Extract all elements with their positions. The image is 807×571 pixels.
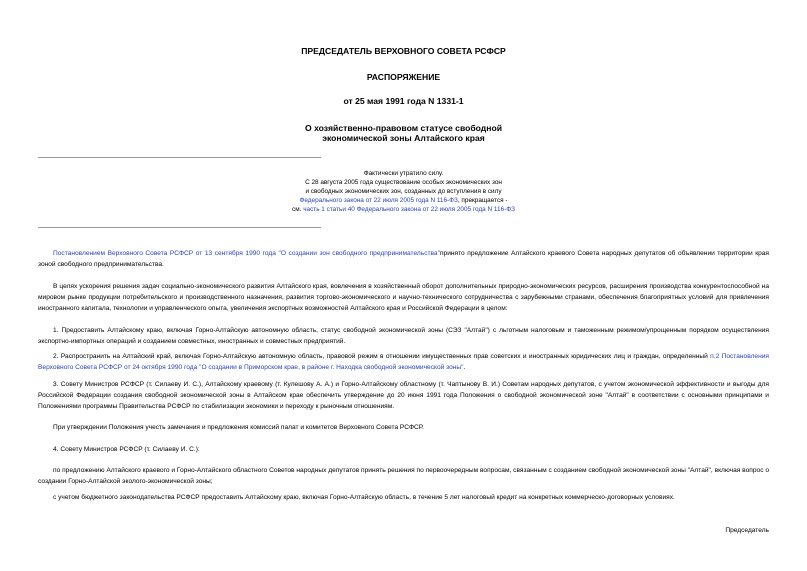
paragraph-remarks: При утверждении Положения учесть замечания и предложения комиссий палат и комитетов Верховного Совета РСФСР. [53, 424, 424, 431]
status-note-line-4-tail: , прекращается - [457, 197, 508, 204]
document-type-heading: РАСПОРЯЖЕНИЕ [366, 72, 441, 82]
paragraph-purpose: В целях ускорения решения задач социально-экономического развития Алтайского края, вовлечения в хозяйственный оборот дополнительных природно-экономических ресурсов, расширения производства конкурентоспособной на мировом рынке продукции потребительского и производственного назначения, развития торгово-экономического и научно-технического сотрудничества с зарубежными странами, обеспечения благоприятных условий для привлечения иностранного капитала, технологии и управленческого опыта, увеличения экспортных возможностей Алтайского края и Российской Федерации в целом: [38, 283, 769, 312]
document-page [38, 0, 769, 571]
primorsky-resolution-link[interactable]: п.2 Постановления Верховного Совета РСФСР от 24 октября 1990 года "О создании в Приморском крае, в районе г. Находка свободной экономической зоны" [38, 353, 769, 371]
paragraph-item-2 [38, 351, 769, 373]
title-line-1: О хозяйственно-правовом статусе свободной [305, 123, 502, 133]
resolution-1990-link[interactable]: Постановлением Верховного Совета РСФСР от 13 сентября 1990 года "О создании зон свободного предпринимательства" [53, 250, 440, 257]
status-note-line-4 [38, 196, 769, 205]
status-note-line-5-head: см. [292, 206, 304, 213]
status-note-line-2: С 28 августа 2005 года существование особых экономических зон [305, 179, 502, 186]
paragraph-preamble [38, 248, 769, 270]
separator-bottom [38, 227, 321, 228]
paragraph-item-1: 1. Предоставить Алтайскому краю, включая Горно-Алтайскую автономную область, статус свободной экономической зоны (СЭЗ "Алтай") с льготным налоговым и таможенным режимом/упрощенным порядком осуществления экспортно-импортных операций и созданием совместных, иностранных и совместных предприятий. [38, 327, 769, 345]
paragraph-item-4: 4. Совету Министров РСФСР (т. Силаеву И. С.): [53, 446, 200, 453]
paragraph-item-2-text: 2. Распространить на Алтайский край, включая Горно-Алтайскую автономную область, правовой режим в отношении имущественных прав советских и иностранных юридических лиц и граждан, определенный [53, 353, 711, 360]
separator-top [38, 157, 321, 158]
federal-law-link[interactable]: Федерального закона от 22 июля 2005 года N 116-ФЗ [299, 197, 458, 204]
signature-title: Председатель [725, 527, 769, 534]
paragraph-item-4-clause-2: с учетом бюджетного законодательства РСФСР предоставить Алтайскому краю, включая Горно-Алтайскую область, в течение 5 лет налоговый кредит на конкретных коммерческо-договорных условиях. [53, 494, 675, 501]
status-note-line-5 [38, 205, 769, 214]
paragraph-item-4-clause-1: по предложению Алтайского краевого и Горно-Алтайского областного Советов народных депутатов принять решения по первоочередным вопросам, связанным с созданием свободной экономической зоны "Алтай", включая вопрос о создании Горно-Алтайской эколого-экономической зоны; [38, 467, 769, 485]
article-40-link[interactable]: часть 1 статьи 40 Федерального закона от 22 июля 2005 года N 116-ФЗ [303, 206, 515, 213]
status-note [38, 169, 769, 214]
paragraph-preamble-text: принято предложение Алтайского краевого Совета народных депутатов об объявлении территории края зоной свободного предпринимательства. [38, 250, 770, 268]
status-note-line-3: и свободных экономических зон, созданных до вступления в силу [305, 188, 502, 195]
title-line-2: экономической зоны Алтайского края [322, 133, 485, 143]
status-note-line-1: Фактически утратило силу. [363, 170, 444, 177]
paragraph-item-2-tail: . [463, 364, 466, 371]
issuer-heading: ПРЕДСЕДАТЕЛЬ ВЕРХОВНОГО СОВЕТА РСФСР [301, 46, 506, 56]
paragraph-item-3: 3. Совету Министров РСФСР (т. Силаеву И. С.), Алтайскому краевому (т. Кулешову А. А.) и Горно-Алтайскому областному (т. Чаптынову В. И.) Советам народных депутатов, с учетом экономической эффективности и выгоды для Российской Федерации создания свободной экономической зоны в Алтайском крае обеспечить утверждение до 20 июня 1991 года Положения о свободной экономической зоне "Алтай" в соответствии с основными принципами и Положениями программы Правительства РСФСР по стабилизации экономики и переходу к рыночным отношениям. [38, 381, 769, 410]
date-number-heading: от 25 мая 1991 года N 1331-1 [343, 96, 464, 106]
